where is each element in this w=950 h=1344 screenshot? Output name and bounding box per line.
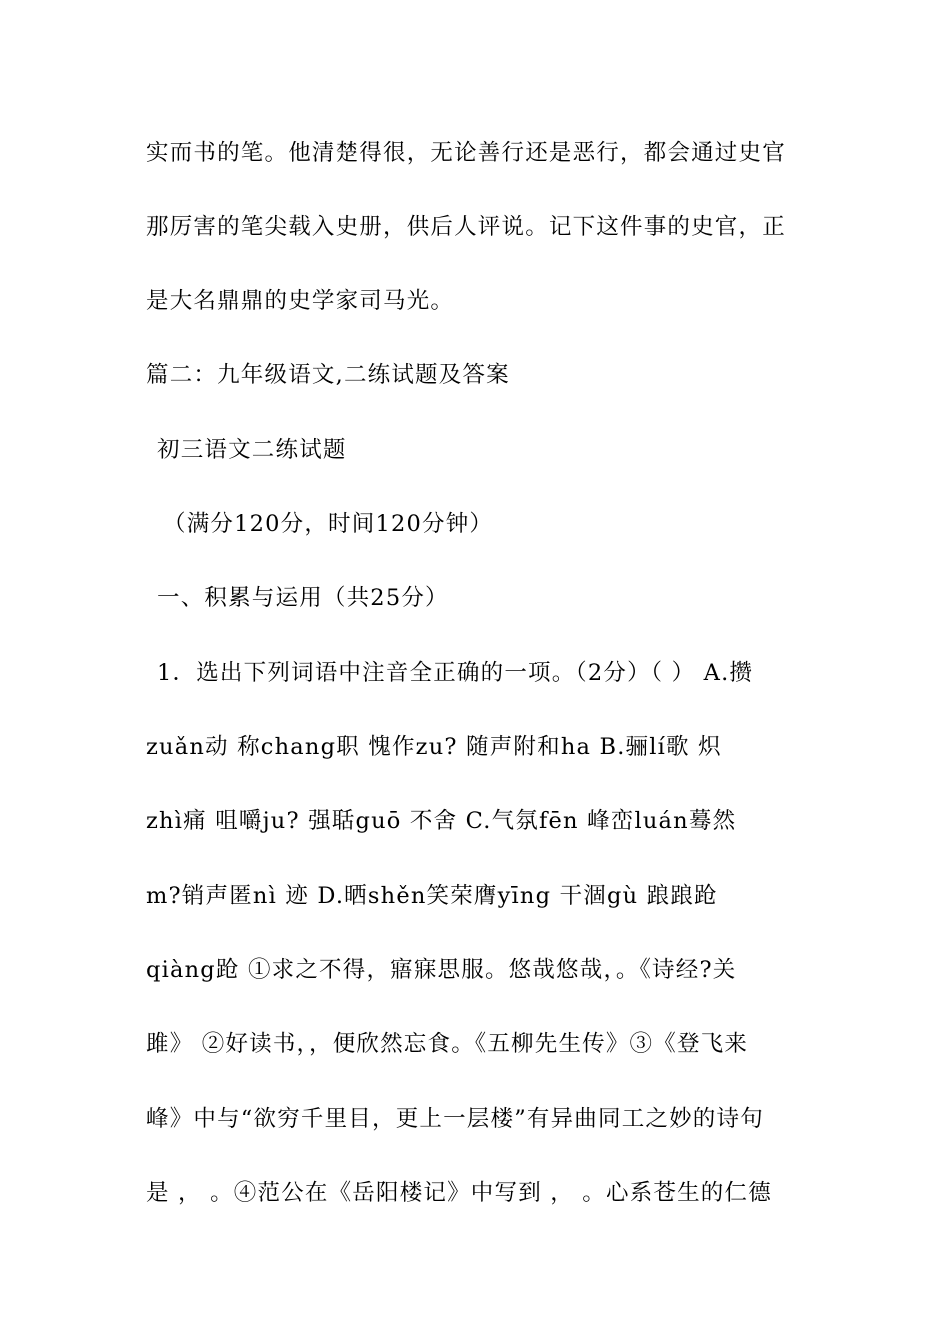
question-line-6: 雎》 ②好读书，，便欣然忘食。《五柳先生传》③《登飞来	[146, 1031, 749, 1057]
question-line-4: m?销声匿nì 迹 D.晒shěn笑荣膺yīng 干涸gù 踉踉跄	[146, 883, 718, 909]
text-line-1: 实而书的笔。他清楚得很，无论善行还是恶行，都会通过史官	[146, 140, 786, 166]
part-heading: 一、积累与运用（共25分）	[157, 585, 449, 611]
section-heading: 篇二：九年级语文,二练试题及答案	[146, 362, 510, 388]
text-line-3: 是大名鼎鼎的史学家司马光。	[146, 288, 455, 314]
text-line-2: 那厉害的笔尖载入史册，供后人评说。记下这件事的史官，正	[146, 214, 786, 240]
question-line-1: 1．选出下列词语中注音全正确的一项。（2分）（ ） A.攒	[157, 660, 754, 686]
question-line-8: 是 ， 。④范公在《岳阳楼记》中写到 ， 。心系苍生的仁德	[146, 1180, 772, 1206]
question-line-3: zhì痛 咀嚼ju? 强聒guō 不舍 C.气氛fēn 峰峦luán蓦然	[146, 808, 737, 834]
question-line-2: zuǎn动 称chang职 愧作zu? 随声附和ha B.骊lí歌 炽	[146, 734, 722, 760]
exam-title: 初三语文二练试题	[157, 437, 347, 463]
question-line-5: qiàng跄 ①求之不得，寤寐思服。悠哉悠哉，。《诗经?关	[146, 957, 737, 983]
question-line-7: 峰》中与“欲穷千里目，更上一层楼”有异曲同工之妙的诗句	[146, 1106, 764, 1132]
exam-info: （满分120分，时间120分钟）	[163, 511, 494, 537]
